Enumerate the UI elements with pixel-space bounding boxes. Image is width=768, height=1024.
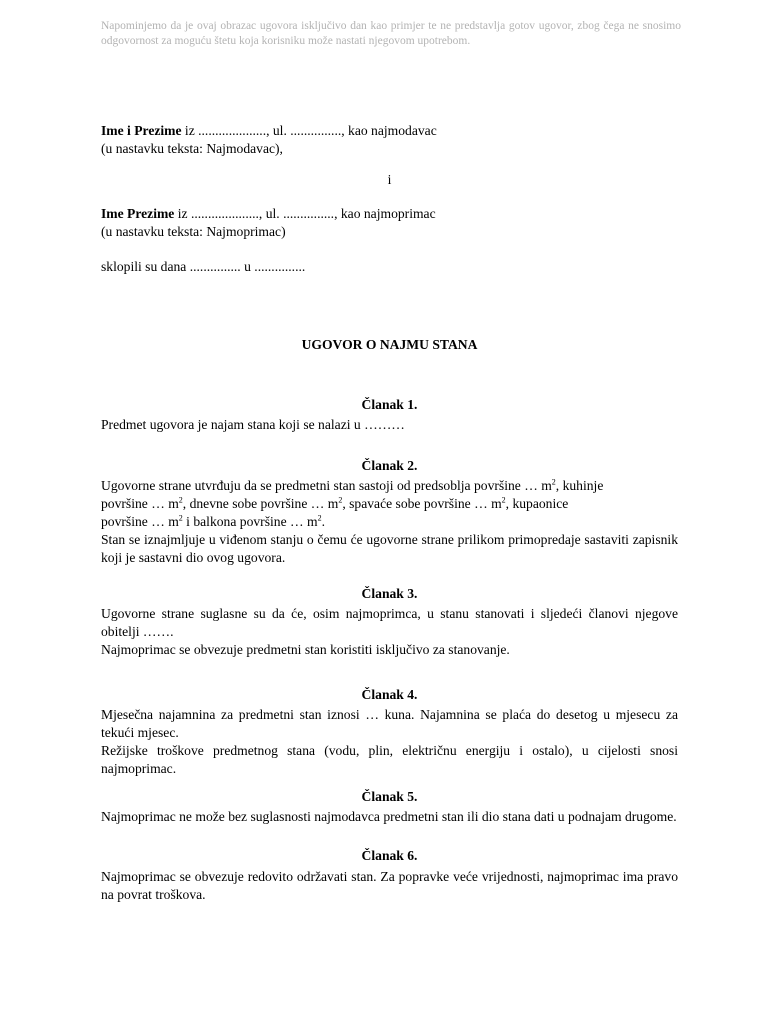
sup-2: 2	[317, 513, 322, 523]
article-3-paragraph-1: Ugovorne strane suglasne su da će, osim najmoprimca, u stanu stanovati i sljedeći članovi njegove obitelji …….	[101, 606, 678, 639]
tenant-note: (u nastavku teksta: Najmoprimac)	[101, 224, 286, 239]
article-2-heading-wrap	[101, 457, 678, 475]
signed-line: sklopili su dana ............... u ...............	[101, 259, 306, 274]
article-5-heading: Članak 5.	[361, 789, 418, 804]
article-6-heading-wrap	[101, 847, 678, 865]
article-5-heading-wrap	[101, 788, 678, 806]
article-1-heading-wrap	[101, 396, 678, 414]
article-2-paragraph-2: Stan se iznajmljuje u viđenom stanju o čemu će ugovorne strane prilikom primopredaje sastaviti zapisnik koji je sastavni dio ovog ugovora.	[101, 532, 678, 565]
and-separator: i	[387, 172, 392, 187]
article-3-paragraph-2: Najmoprimac se obvezuje predmetni stan koristiti isključivo za stanovanje.	[101, 642, 510, 657]
article-2-text	[101, 477, 678, 567]
article-3-heading: Članak 3.	[361, 586, 418, 601]
article-6-heading: Članak 6.	[361, 848, 418, 863]
landlord-name: Ime i Prezime	[101, 123, 182, 138]
article-4-heading: Članak 4.	[361, 687, 418, 702]
sup-2: 2	[338, 495, 343, 505]
article-2-line1a: Ugovorne strane utvrđuju da se predmetni stan sastoji od predsoblja površine … m	[101, 478, 552, 493]
article-3-text	[101, 605, 678, 659]
party-tenant	[101, 205, 678, 241]
tenant-name: Ime Prezime	[101, 206, 175, 221]
sup-2: 2	[551, 477, 556, 487]
article-2-line2a: površine … m	[101, 496, 179, 511]
article-2-heading: Članak 2.	[361, 458, 418, 473]
sup-2: 2	[178, 495, 183, 505]
party-landlord	[101, 122, 678, 158]
article-4-heading-wrap	[101, 686, 678, 704]
article-4-paragraph-1: Mjesečna najamnina za predmetni stan iznosi … kuna. Najamnina se plaća do desetog u mjesecu za tekući mjesec.	[101, 707, 678, 740]
article-2-line3c: .	[321, 514, 325, 529]
article-2-line2c: , spavaće sobe površine … m	[342, 496, 502, 511]
article-4-text	[101, 706, 678, 778]
contract-title: UGOVOR O NAJMU STANA	[301, 337, 478, 352]
article-2-line2b: , dnevne sobe površine … m	[182, 496, 339, 511]
landlord-details: iz ...................., ul. ..............., kao najmodavac	[181, 123, 437, 138]
landlord-note: (u nastavku teksta: Najmodavac),	[101, 141, 283, 156]
sup-2: 2	[178, 513, 183, 523]
article-2-line3b: i balkona površine … m	[182, 514, 318, 529]
article-4-paragraph-2: Režijske troškove predmetnog stana (vodu, plin, električnu energiju i ostalo), u cijelosti snosi najmoprimac.	[101, 743, 678, 776]
disclaimer-note: Napominjemo da je ovaj obrazac ugovora isključivo dan kao primjer te ne predstavlja gotov ugovor, zbog čega ne snosimo odgovornost za moguću štetu koja korisniku može nastati njegovom upotrebom.	[101, 20, 681, 47]
article-2-line2d: , kupaonice	[505, 496, 569, 511]
article-2-line3a: površine … m	[101, 514, 179, 529]
article-3-heading-wrap	[101, 585, 678, 603]
article-2-line1b: , kuhinje	[555, 478, 604, 493]
article-1-heading: Članak 1.	[361, 397, 418, 412]
article-6-text: Najmoprimac se obvezuje redovito održavati stan. Za popravke veće vrijednosti, najmoprimac ima pravo na povrat troškova.	[101, 869, 678, 902]
sup-2: 2	[501, 495, 506, 505]
tenant-details: iz ...................., ul. ..............., kao najmoprimac	[174, 206, 436, 221]
article-1-text: Predmet ugovora je najam stana koji se nalazi u ………	[101, 417, 405, 432]
contract-title-wrap	[101, 336, 678, 354]
article-5-text: Najmoprimac ne može bez suglasnosti najmodavca predmetni stan ili dio stana dati u podnajam drugome.	[101, 809, 677, 824]
